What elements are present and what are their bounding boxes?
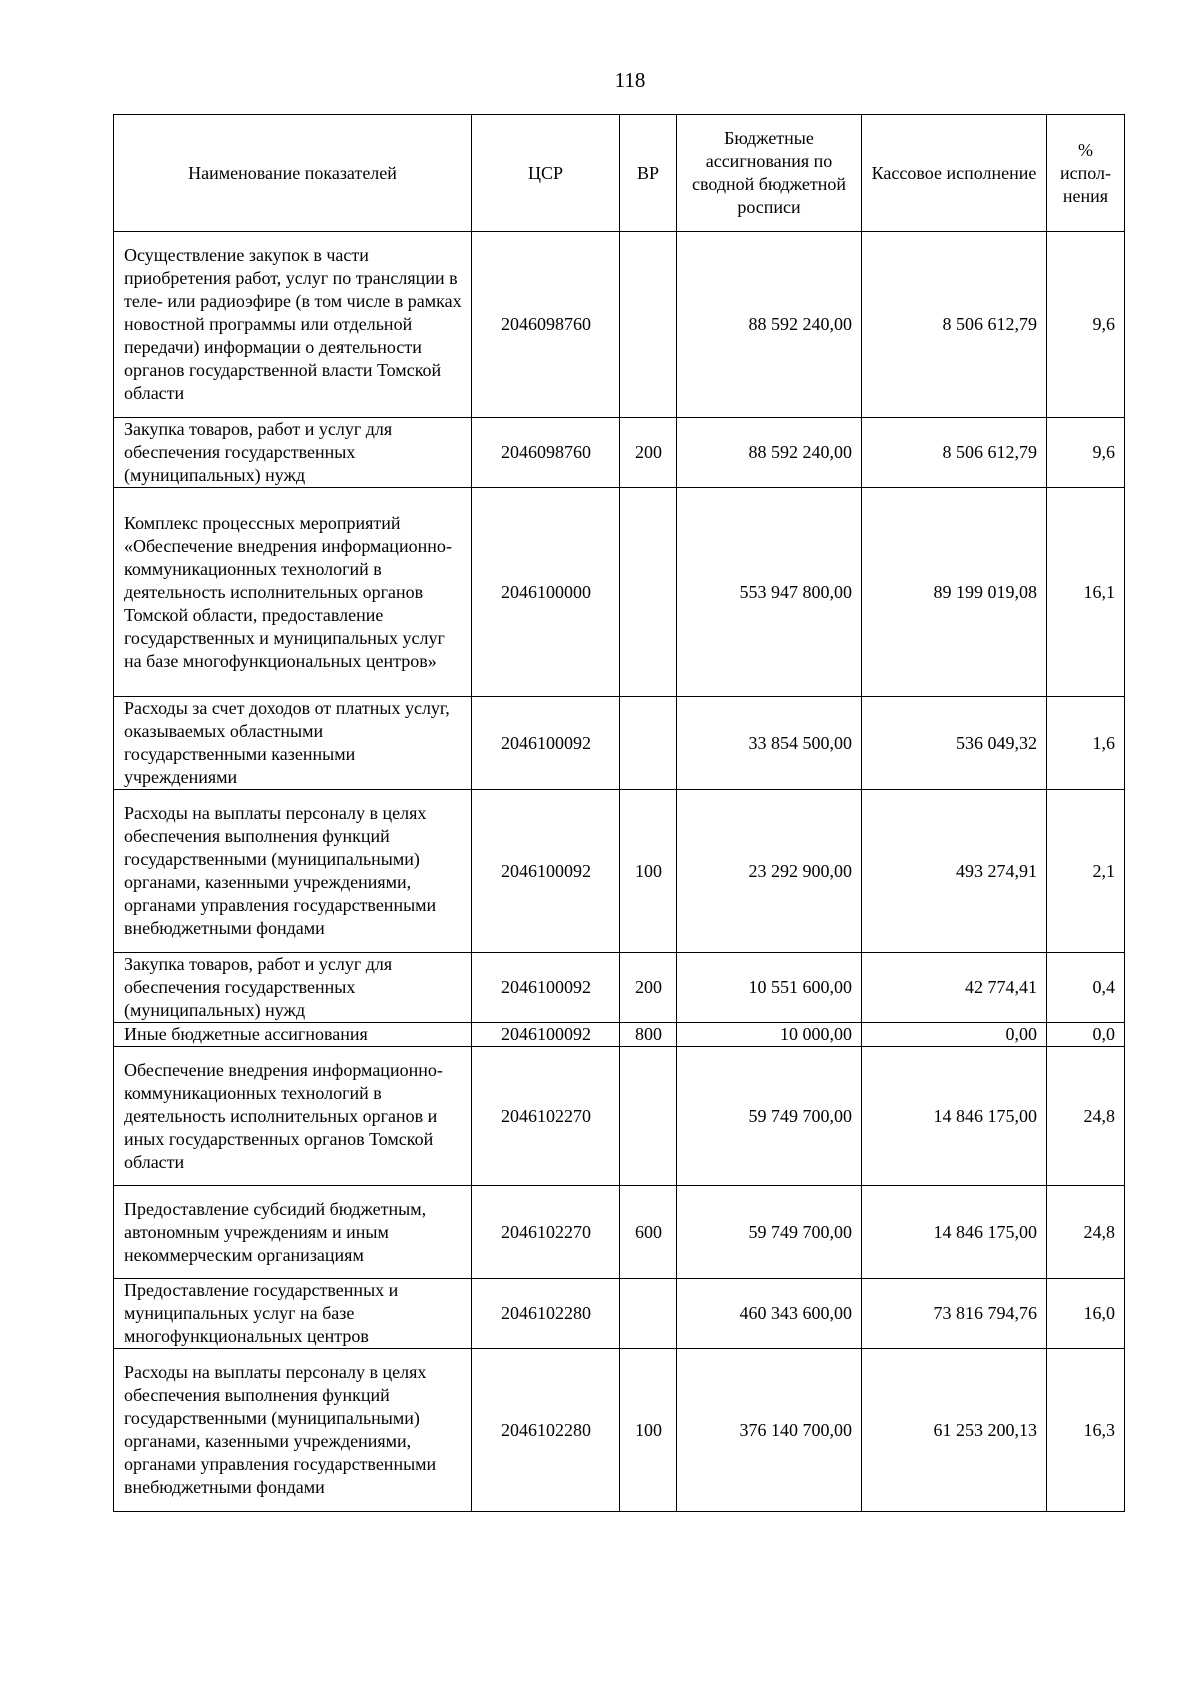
cell-percent: 24,8	[1047, 1186, 1125, 1279]
cell-vr	[620, 697, 677, 790]
cell-percent: 16,3	[1047, 1349, 1125, 1512]
budget-table	[113, 114, 1125, 1512]
cell-percent: 0,4	[1047, 953, 1125, 1023]
cell-cash: 14 846 175,00	[862, 1047, 1047, 1186]
cell-name: Предоставление государственных и муниципальных услуг на базе многофункциональных центров	[114, 1279, 472, 1349]
cell-csr: 2046100092	[472, 953, 620, 1023]
cell-budget: 10 551 600,00	[677, 953, 862, 1023]
table-row	[114, 790, 1125, 953]
page-number: 118	[614, 68, 646, 92]
table-row	[114, 488, 1125, 697]
cell-vr: 100	[620, 790, 677, 953]
cell-vr: 100	[620, 1349, 677, 1512]
table-row	[114, 232, 1125, 418]
cell-cash: 8 506 612,79	[862, 232, 1047, 418]
cell-cash: 73 816 794,76	[862, 1279, 1047, 1349]
cell-vr: 200	[620, 418, 677, 488]
cell-vr	[620, 232, 677, 418]
cell-vr	[620, 488, 677, 697]
cell-cash: 61 253 200,13	[862, 1349, 1047, 1512]
cell-csr: 2046098760	[472, 232, 620, 418]
cell-csr: 2046100092	[472, 790, 620, 953]
cell-name: Закупка товаров, работ и услуг для обеспечения государственных (муниципальных) нужд	[114, 953, 472, 1023]
cell-vr: 600	[620, 1186, 677, 1279]
cell-budget: 59 749 700,00	[677, 1186, 862, 1279]
cell-name: Расходы на выплаты персоналу в целях обеспечения выполнения функций государственными (муниципальными) органами, казенными учреждениями, органами управления государственными внебюджетными фондами	[114, 1349, 472, 1512]
cell-budget: 10 000,00	[677, 1023, 862, 1047]
cell-cash: 0,00	[862, 1023, 1047, 1047]
cell-csr: 2046098760	[472, 418, 620, 488]
table-row	[114, 1279, 1125, 1349]
cell-cash: 14 846 175,00	[862, 1186, 1047, 1279]
header-csr: ЦСР	[472, 115, 620, 232]
cell-percent: 24,8	[1047, 1047, 1125, 1186]
cell-cash: 89 199 019,08	[862, 488, 1047, 697]
cell-budget: 23 292 900,00	[677, 790, 862, 953]
cell-csr: 2046102280	[472, 1349, 620, 1512]
cell-budget: 59 749 700,00	[677, 1047, 862, 1186]
header-name: Наименование показателей	[114, 115, 472, 232]
cell-name: Иные бюджетные ассигнования	[114, 1023, 472, 1047]
cell-name: Осуществление закупок в части приобретения работ, услуг по трансляции в теле- или радиоэфире (в том числе в рамках новостной программы или отдельной передачи) информации о деятельности органов государственной власти Томской области	[114, 232, 472, 418]
cell-name: Комплекс процессных мероприятий «Обеспечение внедрения информационно-коммуникационных технологий в деятельность исполнительных органов Томской области, предоставление государственных и муниципальных услуг на базе многофункциональных центров»	[114, 488, 472, 697]
cell-csr: 2046100092	[472, 1023, 620, 1047]
cell-budget: 553 947 800,00	[677, 488, 862, 697]
header-cash: Кассовое исполнение	[862, 115, 1047, 232]
cell-vr: 800	[620, 1023, 677, 1047]
cell-percent: 9,6	[1047, 418, 1125, 488]
cell-budget: 88 592 240,00	[677, 232, 862, 418]
cell-cash: 536 049,32	[862, 697, 1047, 790]
header-vr: ВР	[620, 115, 677, 232]
table-row	[114, 1047, 1125, 1186]
cell-csr: 2046102280	[472, 1279, 620, 1349]
cell-csr: 2046100092	[472, 697, 620, 790]
cell-percent: 2,1	[1047, 790, 1125, 953]
cell-vr	[620, 1279, 677, 1349]
cell-cash: 42 774,41	[862, 953, 1047, 1023]
cell-vr	[620, 1047, 677, 1186]
cell-name: Расходы за счет доходов от платных услуг, оказываемых областными государственными казенными учреждениями	[114, 697, 472, 790]
table-row	[114, 953, 1125, 1023]
cell-budget: 460 343 600,00	[677, 1279, 862, 1349]
cell-budget: 88 592 240,00	[677, 418, 862, 488]
header-row	[114, 115, 1125, 232]
cell-percent: 1,6	[1047, 697, 1125, 790]
cell-cash: 8 506 612,79	[862, 418, 1047, 488]
table-row	[114, 1023, 1125, 1047]
cell-vr: 200	[620, 953, 677, 1023]
cell-csr: 2046102270	[472, 1047, 620, 1186]
cell-budget: 376 140 700,00	[677, 1349, 862, 1512]
cell-name: Расходы на выплаты персоналу в целях обеспечения выполнения функций государственными (муниципальными) органами, казенными учреждениями, органами управления государственными внебюджетными фондами	[114, 790, 472, 953]
cell-csr: 2046102270	[472, 1186, 620, 1279]
cell-percent: 16,1	[1047, 488, 1125, 697]
cell-name: Закупка товаров, работ и услуг для обеспечения государственных (муниципальных) нужд	[114, 418, 472, 488]
header-budget: Бюджетные ассигнования по сводной бюджетной росписи	[677, 115, 862, 232]
cell-budget: 33 854 500,00	[677, 697, 862, 790]
table-row	[114, 697, 1125, 790]
cell-name: Предоставление субсидий бюджетным, автономным учреждениям и иным некоммерческим организациям	[114, 1186, 472, 1279]
table-row	[114, 1186, 1125, 1279]
header-percent: % испол-нения	[1047, 115, 1125, 232]
cell-cash: 493 274,91	[862, 790, 1047, 953]
cell-percent: 0,0	[1047, 1023, 1125, 1047]
cell-csr: 2046100000	[472, 488, 620, 697]
cell-name: Обеспечение внедрения информационно-коммуникационных технологий в деятельность исполнительных органов и иных государственных органов Томской области	[114, 1047, 472, 1186]
table-row	[114, 418, 1125, 488]
cell-percent: 16,0	[1047, 1279, 1125, 1349]
cell-percent: 9,6	[1047, 232, 1125, 418]
table-row	[114, 1349, 1125, 1512]
